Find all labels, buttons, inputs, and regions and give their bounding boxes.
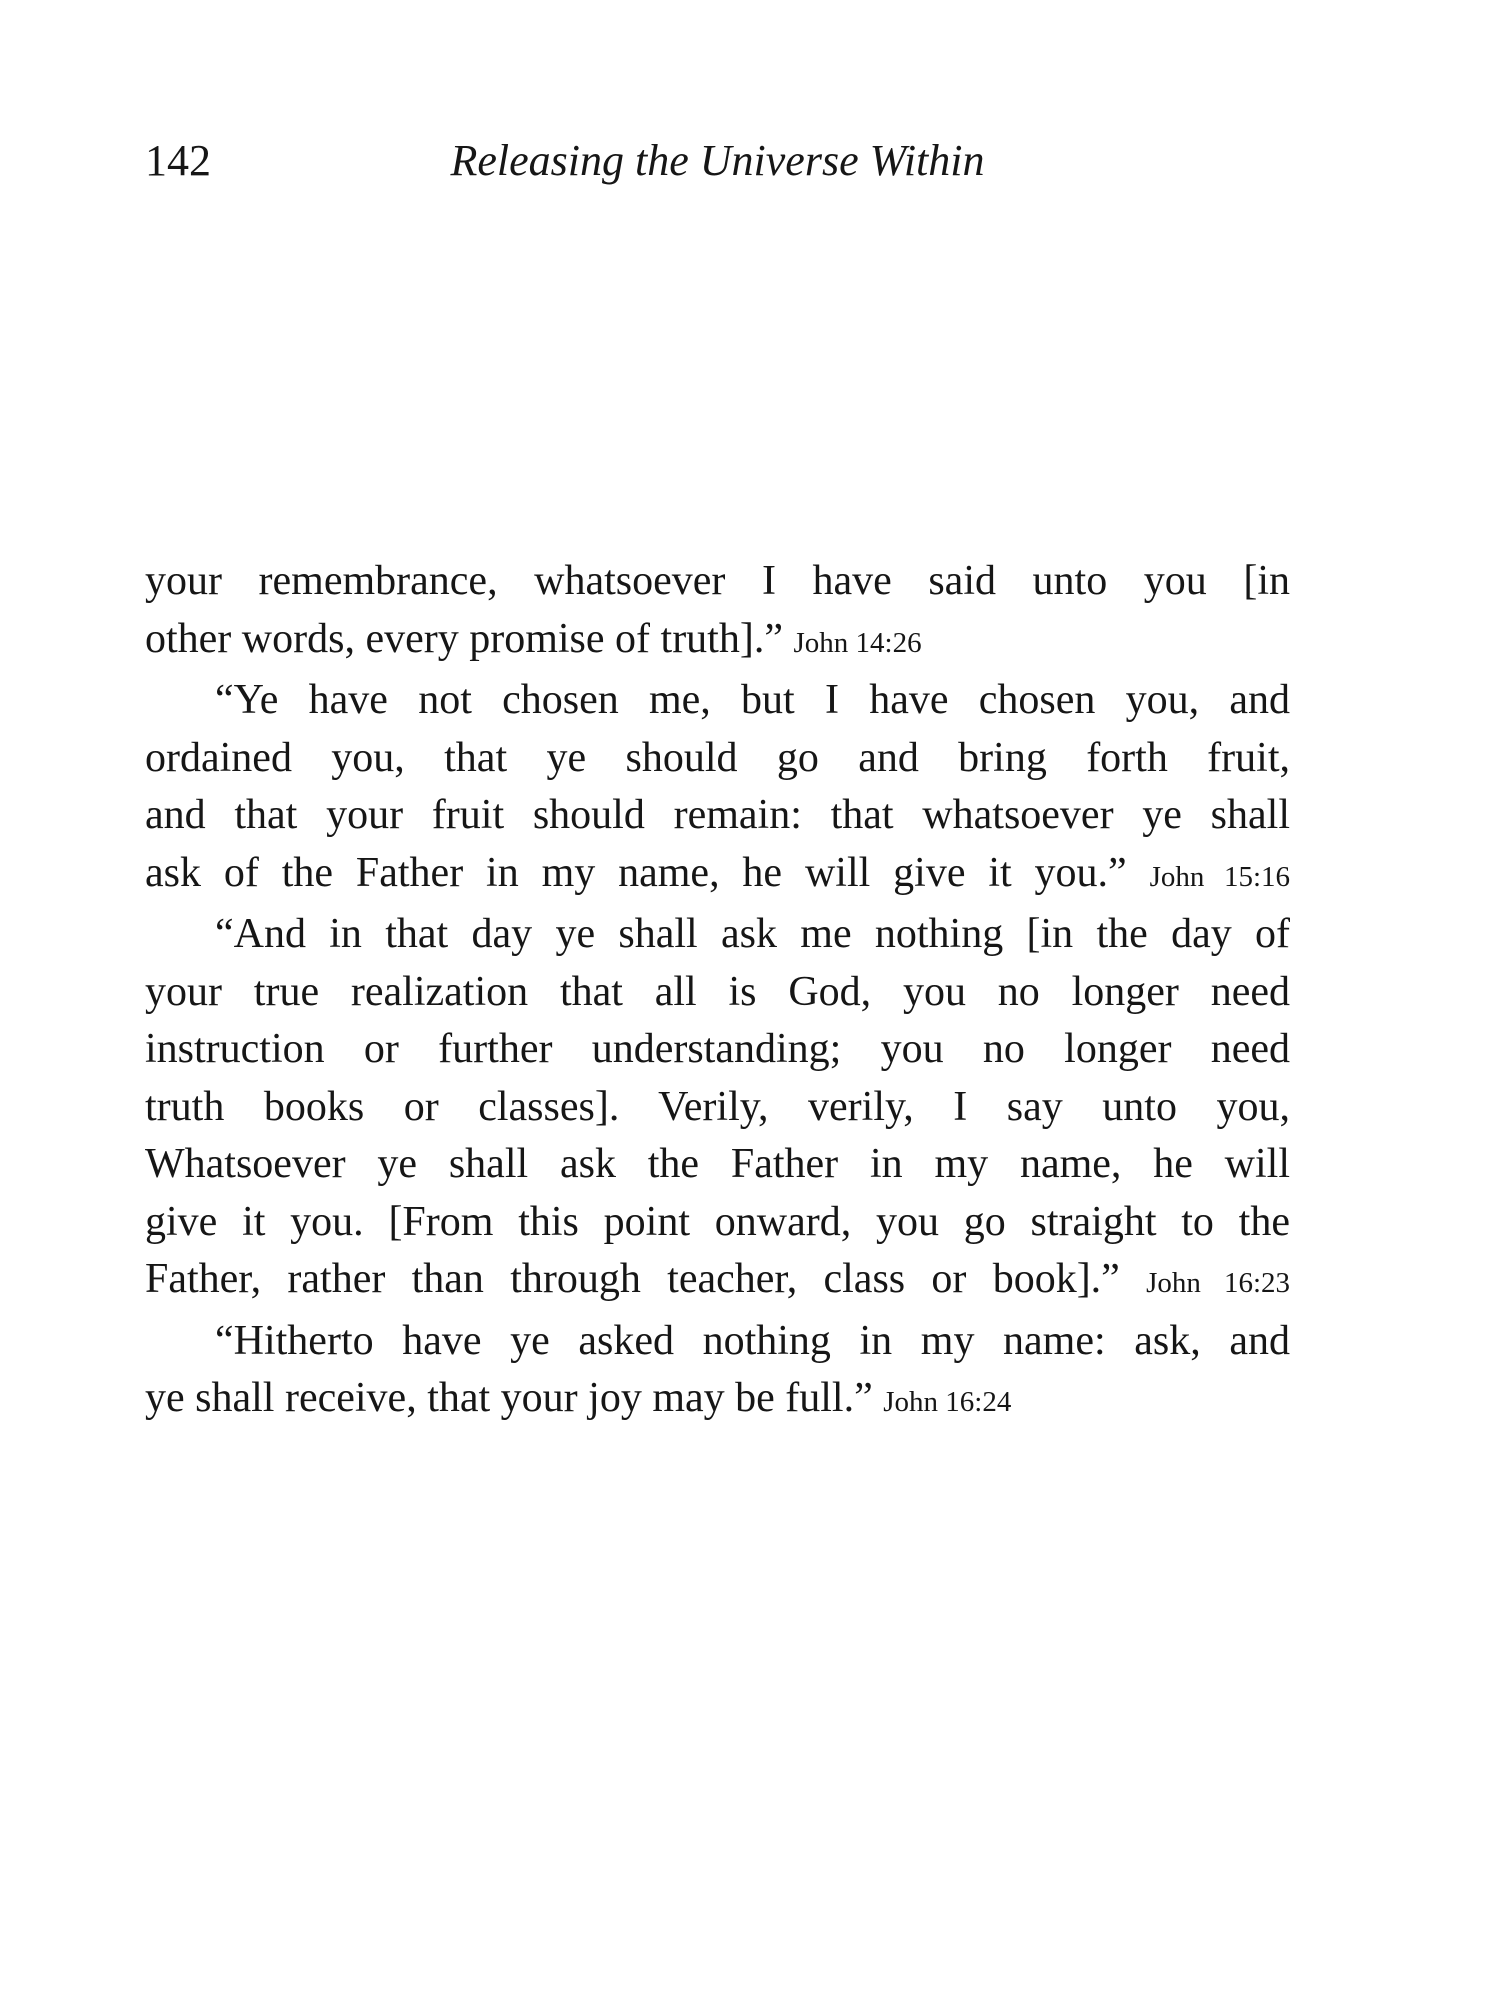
line-text: your true realization that all is God, you no longer need (145, 968, 1290, 1015)
text-line (145, 672, 1290, 730)
text-line (145, 1136, 1290, 1194)
verse-citation: John 16:23 (1146, 1267, 1291, 1299)
page-number: 142 (145, 136, 211, 185)
line-text: “And in that day ye shall ask me nothing [in the day of (215, 911, 1290, 957)
line-text: other words, every promise of truth].” (145, 615, 783, 662)
text-line (145, 1370, 1290, 1432)
line-text: “Hitherto have ye asked nothing in my name: ask, and (215, 1317, 1290, 1364)
text-line (145, 845, 1290, 907)
text-line (145, 553, 1290, 611)
text-line (145, 1313, 1290, 1371)
line-text: ask of the Father in my name, he will give it you.” (145, 849, 1127, 896)
line-text: ye shall receive, that your joy may be full.” (145, 1375, 873, 1421)
line-text: truth books or classes]. Verily, verily, I say unto you, (145, 1083, 1290, 1130)
verse-citation: John 16:24 (883, 1386, 1012, 1418)
text-line (145, 964, 1290, 1022)
text-line (145, 1251, 1290, 1313)
line-text: ordained you, that ye should go and bring forth fruit, (145, 734, 1290, 781)
line-text: instruction or further understanding; you no longer need (145, 1026, 1290, 1072)
text-line (145, 1079, 1290, 1137)
verse-citation: John 14:26 (793, 626, 922, 659)
line-text: your remembrance, whatsoever I have said unto you [in (145, 558, 1290, 604)
verse-citation: John 15:16 (1149, 860, 1291, 893)
line-text: “Ye have not chosen me, but I have chosen you, and (215, 677, 1290, 723)
line-text: Whatsoever ye shall ask the Father in my name, he will (145, 1141, 1290, 1187)
body-text (145, 553, 1290, 1432)
running-header (145, 137, 1290, 187)
text-line (145, 1194, 1290, 1252)
line-text: Father, rather than through teacher, class or book].” (145, 1256, 1120, 1302)
text-line (145, 730, 1290, 788)
text-line (145, 1021, 1290, 1079)
text-line (145, 611, 1290, 673)
text-line (145, 906, 1290, 964)
line-text: and that your fruit should remain: that whatsoever ye shall (145, 792, 1290, 838)
running-title: Releasing the Universe Within (450, 136, 985, 185)
text-line (145, 787, 1290, 845)
line-text: give it you. [From this point onward, you go straight to the (145, 1198, 1290, 1245)
